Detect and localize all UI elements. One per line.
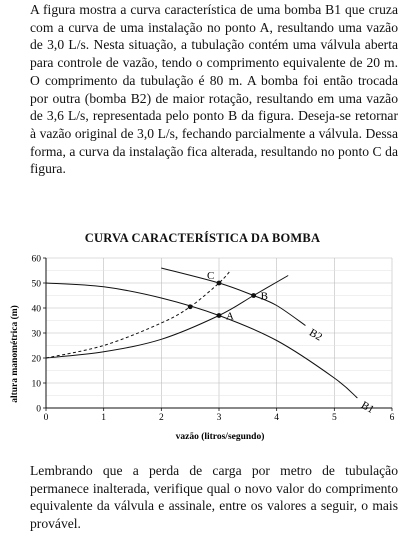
y-tick-label: 50 — [31, 279, 41, 290]
series-label-b2: B2 — [307, 326, 325, 344]
question-paragraph-1: A figura mostra a curva característica de uma bomba B1 que cruza com a curva de uma instalação no ponto A, resultando uma vazão de 3,0 L/s. Nesta situação, a tubulação contém uma válvula aberta para controle de vazão, tendo o comprimento equivalente de 20 m. O comprimento da tubulação é 80 m. A bomba foi então trocada por outra (bomba B2) de maior rotação, resultando em uma vazão de 3,6 L/s, representada pelo ponto B da figura. Deseja-se retornar à vazão original de 3,0 L/s, fechando parcialmente a válvula. Dessa forma, a curva da instalação fica alterada, resultando no ponto C da figura. — [30, 2, 398, 177]
question-paragraph-2: Lembrando que a perda de carga por metro de tubulação permanece inalterada, verifique qual o novo valor do comprimento equivalente da válvula e assinale, entre os valores a seguir, o mais provável. — [30, 463, 398, 532]
y-tick-label: 30 — [31, 329, 41, 340]
point-c — [217, 281, 222, 286]
grid — [46, 258, 392, 408]
point-label-b: B — [260, 290, 268, 303]
pump-curve-chart — [0, 250, 405, 450]
y-tick-label: 40 — [31, 304, 41, 315]
series-labels — [307, 327, 376, 416]
point-a — [217, 313, 222, 318]
x-axis-label: vazão (litros/segundo) — [175, 432, 265, 442]
y-axis-label: altura manométrica (m) — [10, 305, 20, 403]
point-intersection — [188, 304, 193, 309]
x-tick-label: 4 — [274, 413, 280, 423]
pump-curve-b1 — [46, 283, 357, 398]
x-tick-label: 3 — [216, 413, 222, 423]
y-tick-label: 10 — [31, 379, 41, 390]
y-tick-label: 60 — [31, 254, 41, 265]
point-b — [251, 293, 256, 298]
x-tick-label: 5 — [331, 413, 337, 423]
y-tick-label: 20 — [31, 354, 41, 365]
y-tick-label: 0 — [36, 404, 41, 415]
x-tick-label: 1 — [101, 413, 107, 423]
series-label-b1: B1 — [358, 399, 377, 417]
point-label-c: C — [207, 270, 215, 282]
chart-title: CURVA CARACTERÍSTICA DA BOMBA — [84, 231, 321, 245]
x-tick-label: 6 — [389, 413, 395, 423]
x-tick-label: 2 — [158, 413, 164, 423]
x-tick-label: 0 — [43, 413, 49, 423]
point-label-a: A — [226, 310, 234, 323]
